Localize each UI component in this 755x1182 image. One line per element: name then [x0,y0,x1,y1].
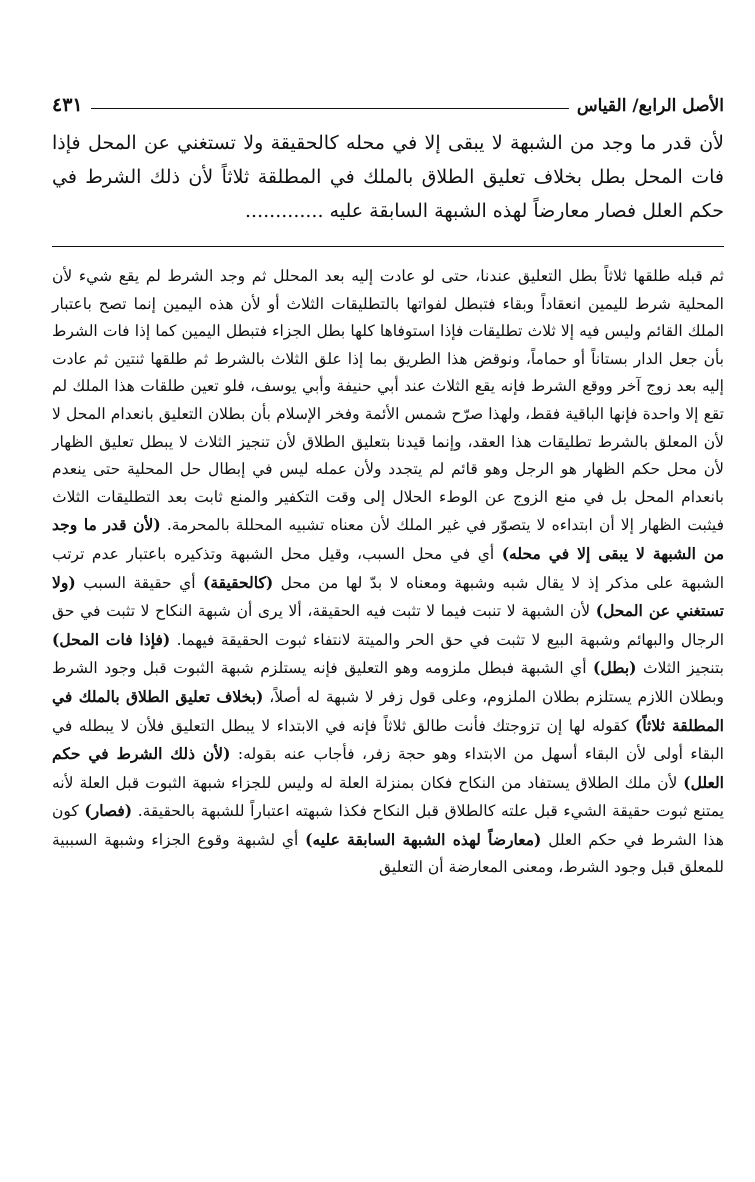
commentary-text: كون هذا الشرط في حكم العلل [52,802,724,849]
chapter-title: الأصل الرابع/ القياس [576,96,724,116]
quoted-matn: (بخلاف تعليق الطلاق بالملك في المطلقة ثلاثاً) [52,686,724,735]
quoted-matn: (فإذا فات المحل) [52,629,171,649]
commentary-text: كقوله لها إن تزوجتك فأنت طالق ثلاثاً فإنه في الابتداء لا يبطل التعليق فلأن لا يبطله في البقاء أولى لأن البقاء أسهل من الابتداء وهو حجة زفر، فأجاب عنه بقوله: [52,716,724,764]
page-number: ٤٣١ [52,94,83,116]
commentary-text: أي في محل السبب، وقيل محل الشبهة وتذكيره باعتبار عدم ترتب الشبهة على مذكر إذ لا يقال شبه وشبهة ومعناه لا بدّ لها من محل [52,544,724,592]
commentary-text: بتنجيز الثلاث [636,659,724,678]
commentary-text: أي الشبهة فبطل ملزومه وهو التعليق فإنه يستلزم شبهة الثبوت قبل وجود الشرط وبطلان اللازم يستلزم بطلان الملزوم، وعلى قول زفر لا شبهة له أصلاً، [52,659,724,706]
quoted-matn: (لأن ذلك الشرط في حكم العلل) [52,744,724,792]
quoted-matn: (معارضاً لهذه الشبهة السابقة عليه) [305,829,542,849]
quoted-matn: (لأن قدر ما وجد من الشبهة لا يبقى إلا في محله) [52,515,724,563]
commentary-text: لأن ملك الطلاق يستفاد من النكاح فكان بمنزلة العلة له وليس للجزاء شبهة الثبوت قبل العلة لأنه يمتنع ثبوت حقيقة الشيء قبل علته كالطلاق قبل النكاح فكذا شبهته اعتباراً للشبهة بالحقيقة. [52,773,724,821]
book-page [52,86,724,882]
header-rule [91,108,569,109]
quoted-matn: (كالحقيقة) [203,572,274,592]
commentary-text: لأن الشبهة لا تنبت فيما لا تثبت فيه الحقيقة، ألا يرى أن شبهة النكاح لا تثبت في حق الرجال والبهائم وشبهة البيع لا تثبت في حق الحر والميتة لانتفاء ثبوت الحقيقة فيهما. [52,602,724,649]
running-head [52,86,724,116]
commentary-paragraph [52,263,724,882]
main-text-paragraph: لأن قدر ما وجد من الشبهة لا يبقى إلا في محله كالحقيقة ولا تستغني عن المحل فإذا فات المحل بطل بخلاف تعليق الطلاق بالملك في المطلقة ثلاثاً لأن ذلك الشرط في حكم العلل فصار معارضاً لهذه الشبهة السابقة عليه ............. [52,132,724,222]
quoted-matn: (بطل) [593,658,637,678]
commentary-text: أي لشبهة وقوع الجزاء وشبهة السببية للمعلق قبل وجود الشرط، ومعنى المعارضة أن التعليق [52,830,724,877]
commentary-text: أي حقيقة السبب [75,573,203,592]
main-text [52,126,724,228]
commentary-text: ثم قبله طلقها ثلاثاً بطل التعليق عندنا، حتى لو عادت إليه بعد المحلل ثم وجد الشرط لم يقع شيء لأن المحلية شرط لليمين انعقاداً وبقاء فتبطل لفواتها بالتطليقات الثلاث أو لأن هذه اليمين إنما تصح باعتبار الملك القائم وليس فيه إلا ثلاث تطليقات فإذا استوفاها كلها بطل الجزاء فتبطل اليمين كما إذا فات الشرط بأن جعل الدار بستاناً أو حماماً، ونوقض هذا الطريق بما إذا علق الثلاث بالشرط ثم طلقها ثنتين ثم عادت إليه بعد زوج آخر ووقع الشرط فإنه يقع الثلاث عند أبي حنيفة وأبي يوسف، فلو تعين طلقات هذا الملك لم تقع إلا واحدة فإنها الباقية فقط، ولهذا صرّح شمس الأئمة وفخر الإسلام بأن بطلان التعليق بانعدام المحل لا لأن المعلق بالشرط تطليقات هذا العقد، وإنما قيدنا بتعليق الطلاق لأن تنجيز الثلاث لا يبطل تعليق الظهار لأن محل حكم الظهار هو الرجل وهو قائم لم يتجدد ولأن عمله ليس في إبطال حل المحلية حتى ينعدم بانعدام المحل بل في منع الزوج عن الوطء الحلال إلى وقت التكفير والمنع ثابت بعد التطليقات الثلاث فيثبت الظهار إلا أن ابتداءه لا يتصوّر في غير الملك لأن معناه تشبيه المحللة بالمحرمة. [52,267,724,535]
commentary [52,263,724,882]
footnote-separator [52,246,724,247]
quoted-matn: (ولا تستغني عن المحل) [52,572,724,621]
quoted-matn: (فصار) [84,801,133,821]
